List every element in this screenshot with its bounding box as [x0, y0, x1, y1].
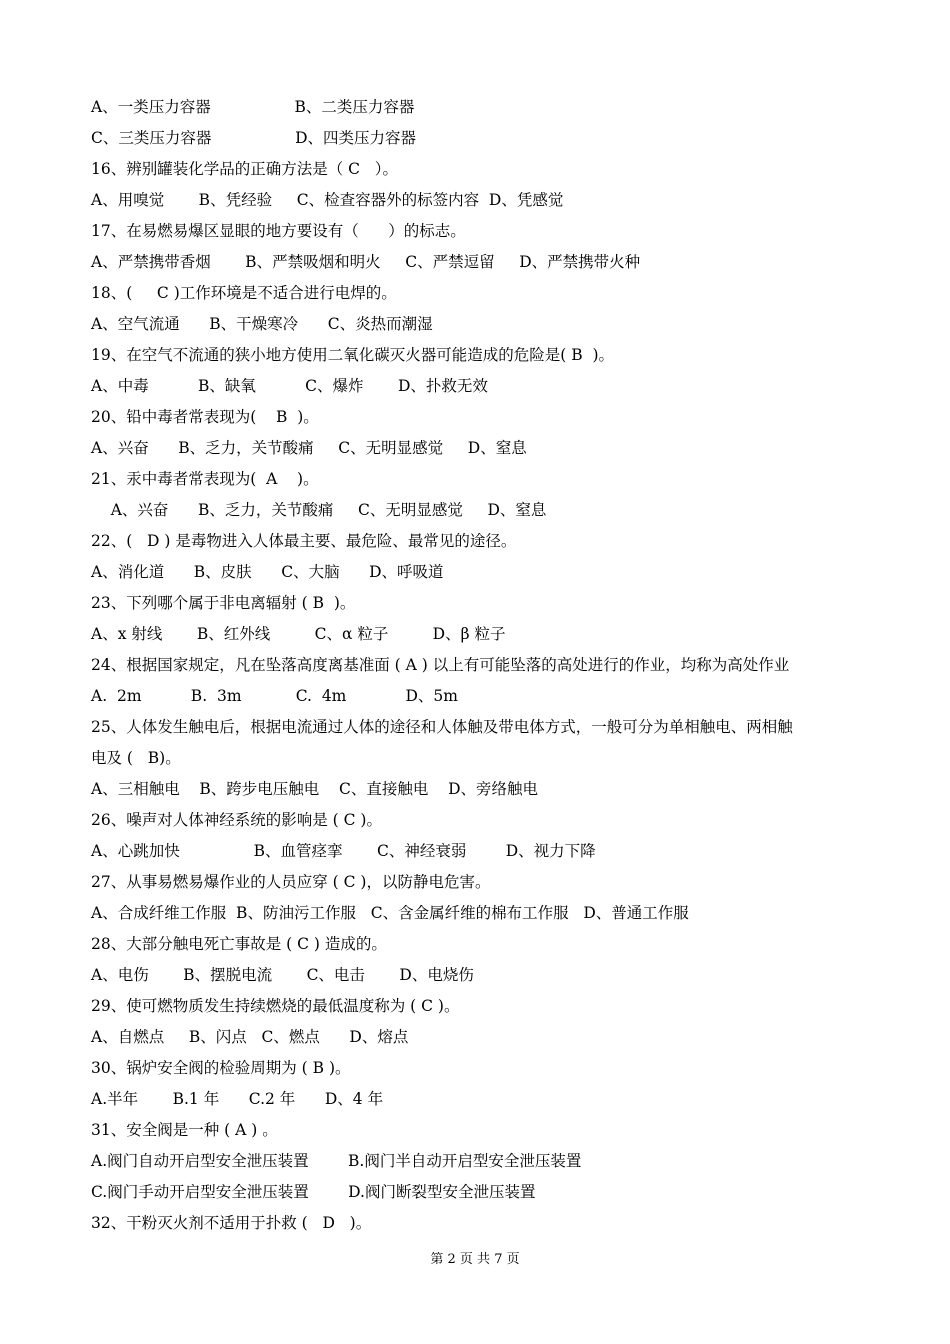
text-line: 电及 ( B)。 — [91, 749, 181, 767]
text-line: A、自燃点 B、闪点 C、燃点 D、熔点 — [91, 1028, 409, 1046]
text-line: A、三相触电 B、跨步电压触电 C、直接触电 D、旁络触电 — [91, 780, 538, 798]
text-line: 21、汞中毒者常表现为( A )。 — [91, 470, 319, 488]
text-line: 18、( C )工作环境是不适合进行电焊的。 — [91, 284, 397, 302]
text-line: A、心跳加快 B、血管痉挛 C、神经衰弱 D、视力下降 — [91, 842, 596, 860]
text-line: 16、辨别罐装化学品的正确方法是（ C ）。 — [91, 160, 399, 178]
text-line: A、空气流通 B、干燥寒冷 C、炎热而潮湿 — [91, 315, 433, 333]
text-line: 32、干粉灭火剂不适用于扑救 ( D )。 — [91, 1214, 372, 1232]
text-line: A、消化道 B、皮肤 C、大脑 D、呼吸道 — [91, 563, 444, 581]
text-line: A、x 射线 B、红外线 C、α 粒子 D、β 粒子 — [91, 625, 506, 643]
text-line: A、一类压力容器 B、二类压力容器 — [91, 98, 415, 116]
text-line: 29、使可燃物质发生持续燃烧的最低温度称为 ( C )。 — [91, 997, 460, 1015]
text-line: 31、安全阀是一种 ( A ) 。 — [91, 1121, 278, 1139]
text-line: 26、噪声对人体神经系统的影响是 ( C )。 — [91, 811, 382, 829]
text-line: C、三类压力容器 D、四类压力容器 — [91, 129, 417, 147]
text-line: A、兴奋 B、乏力，关节酸痛 C、无明显感觉 D、窒息 — [91, 501, 547, 519]
text-line: 22、( D ) 是毒物进入人体最主要、最危险、最常见的途径。 — [91, 532, 517, 550]
text-line: 17、在易燃易爆区显眼的地方要设有（ ）的标志。 — [91, 222, 466, 240]
text-line: 19、在空气不流通的狭小地方使用二氧化碳灭火器可能造成的危险是( B )。 — [91, 346, 614, 364]
text-line: 24、根据国家规定，凡在坠落高度离基准面 ( A ) 以上有可能坠落的高处进行的作业，均称为高处作业 — [91, 656, 790, 674]
text-line: 28、大部分触电死亡事故是 ( C ) 造成的。 — [91, 935, 387, 953]
text-line: 23、下列哪个属于非电离辐射 ( B )。 — [91, 594, 356, 612]
text-line: 25、人体发生触电后，根据电流通过人体的途径和人体触及带电体方式，一般可分为单相触电、两相触 — [91, 718, 793, 736]
text-line: A、用嗅觉 B、凭经验 C、检查容器外的标签内容 D、凭感觉 — [91, 191, 564, 209]
text-line: A、电伤 B、摆脱电流 C、电击 D、电烧伤 — [91, 966, 474, 984]
text-line: 30、锅炉安全阀的检验周期为 ( B )。 — [91, 1059, 351, 1077]
text-line: 27、从事易燃易爆作业的人员应穿 ( C )，以防静电危害。 — [91, 873, 491, 891]
text-line: A、合成纤维工作服 B、防油污工作服 C、含金属纤维的棉布工作服 D、普通工作服 — [91, 904, 689, 922]
text-line: C.阀门手动开启型安全泄压装置 D.阀门断裂型安全泄压装置 — [91, 1183, 536, 1201]
page-footer: 第 2 页 共 7 页 — [430, 1252, 520, 1267]
text-line: A、严禁携带香烟 B、严禁吸烟和明火 C、严禁逗留 D、严禁携带火种 — [91, 253, 641, 271]
text-line: A、兴奋 B、乏力，关节酸痛 C、无明显感觉 D、窒息 — [91, 439, 527, 457]
text-line: 20、铅中毒者常表现为( B )。 — [91, 408, 319, 426]
text-line: A.阀门自动开启型安全泄压装置 B.阀门半自动开启型安全泄压装置 — [91, 1152, 582, 1170]
text-line: A.半年 B.1 年 C.2 年 D、4 年 — [91, 1090, 384, 1108]
text-line: A、中毒 B、缺氧 C、爆炸 D、扑救无效 — [91, 377, 488, 395]
text-line: A. 2m B. 3m C. 4m D、5m — [91, 687, 458, 705]
